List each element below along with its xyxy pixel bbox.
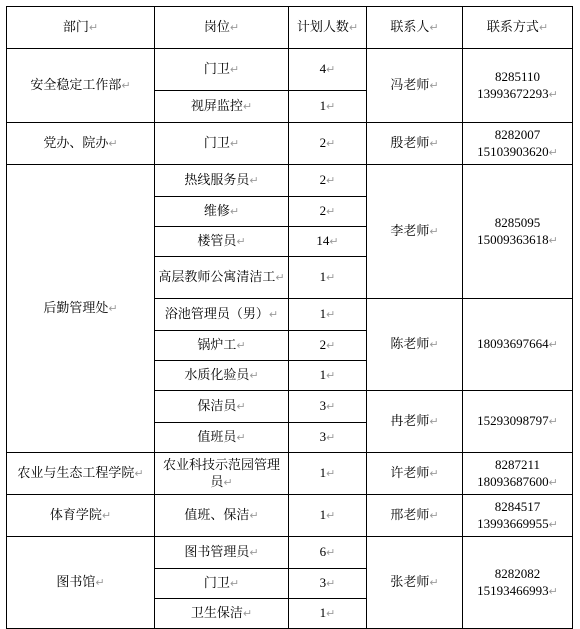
contact-person-cell: 李老师↵ (367, 165, 463, 299)
post-cell: 值班、保洁↵ (155, 495, 289, 537)
table-row (7, 49, 573, 91)
header-row (7, 7, 573, 49)
dept-cell: 后勤管理处↵ (7, 165, 155, 453)
contact-info-cell: 8285095 15009363618↵ (463, 165, 573, 299)
table-row (7, 165, 573, 197)
plan-count-cell: 1↵ (289, 257, 367, 299)
plan-count-cell: 3↵ (289, 569, 367, 599)
plan-count-cell: 3↵ (289, 391, 367, 423)
contact-person-cell: 冉老师↵ (367, 391, 463, 453)
header-plan: 计划人数↵ (289, 7, 367, 49)
post-cell: 浴池管理员（男）↵ (155, 299, 289, 331)
plan-count-cell: 2↵ (289, 197, 367, 227)
recruitment-table (6, 6, 573, 629)
plan-count-cell: 3↵ (289, 423, 367, 453)
plan-count-cell: 1↵ (289, 361, 367, 391)
post-cell: 保洁员↵ (155, 391, 289, 423)
plan-count-cell: 6↵ (289, 537, 367, 569)
contact-person-cell: 许老师↵ (367, 453, 463, 495)
table-row (7, 123, 573, 165)
header-post: 岗位↵ (155, 7, 289, 49)
plan-count-cell: 2↵ (289, 123, 367, 165)
header-contact-info: 联系方式↵ (463, 7, 573, 49)
plan-count-cell: 14↵ (289, 227, 367, 257)
contact-info-cell: 8285110 13993672293↵ (463, 49, 573, 123)
plan-count-cell: 1↵ (289, 299, 367, 331)
plan-count-cell: 1↵ (289, 495, 367, 537)
post-cell: 维修↵ (155, 197, 289, 227)
post-cell: 图书管理员↵ (155, 537, 289, 569)
table-row (7, 453, 573, 495)
post-cell: 热线服务员↵ (155, 165, 289, 197)
post-cell: 门卫↵ (155, 123, 289, 165)
table-row (7, 537, 573, 569)
plan-count-cell: 2↵ (289, 165, 367, 197)
plan-count-cell: 2↵ (289, 331, 367, 361)
dept-cell: 党办、院办↵ (7, 123, 155, 165)
contact-person-cell: 陈老师↵ (367, 299, 463, 391)
post-cell: 锅炉工↵ (155, 331, 289, 361)
dept-cell: 图书馆↵ (7, 537, 155, 629)
contact-info-cell: 8282007 15103903620↵ (463, 123, 573, 165)
contact-info-cell: 15293098797↵ (463, 391, 573, 453)
plan-count-cell: 4↵ (289, 49, 367, 91)
contact-info-cell: 8282082 15193466993↵ (463, 537, 573, 629)
dept-cell: 安全稳定工作部↵ (7, 49, 155, 123)
post-cell: 水质化验员↵ (155, 361, 289, 391)
plan-count-cell: 1↵ (289, 599, 367, 629)
contact-person-cell: 冯老师↵ (367, 49, 463, 123)
plan-count-cell: 1↵ (289, 91, 367, 123)
contact-person-cell: 邢老师↵ (367, 495, 463, 537)
post-cell: 门卫↵ (155, 49, 289, 91)
plan-count-cell: 1↵ (289, 453, 367, 495)
post-cell: 农业科技示范园管理员↵ (155, 453, 289, 495)
contact-person-cell: 张老师↵ (367, 537, 463, 629)
contact-info-cell: 8284517 13993669955↵ (463, 495, 573, 537)
table-row (7, 495, 573, 537)
post-cell: 卫生保洁↵ (155, 599, 289, 629)
post-cell: 视屏监控↵ (155, 91, 289, 123)
post-cell: 值班员↵ (155, 423, 289, 453)
post-cell: 门卫↵ (155, 569, 289, 599)
post-cell: 楼管员↵ (155, 227, 289, 257)
contact-person-cell: 殷老师↵ (367, 123, 463, 165)
post-cell: 高层教师公寓清洁工↵ (155, 257, 289, 299)
dept-cell: 农业与生态工程学院↵ (7, 453, 155, 495)
contact-info-cell: 8287211 18093687600↵ (463, 453, 573, 495)
header-dept: 部门↵ (7, 7, 155, 49)
dept-cell: 体育学院↵ (7, 495, 155, 537)
contact-info-cell: 18093697664↵ (463, 299, 573, 391)
header-contact-person: 联系人↵ (367, 7, 463, 49)
